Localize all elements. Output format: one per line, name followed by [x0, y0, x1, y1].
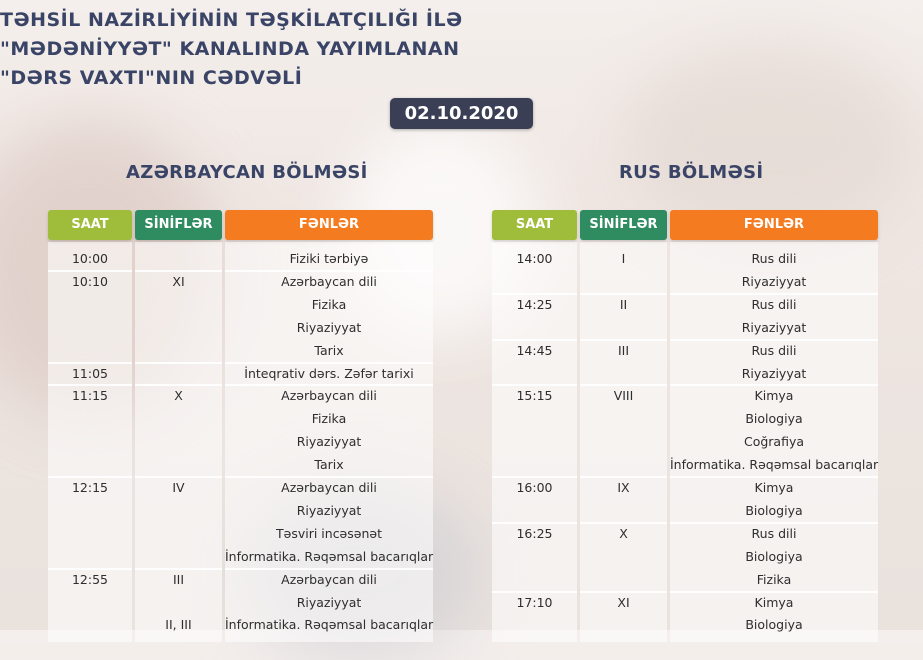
az-grade-cell [135, 363, 222, 385]
ru-subject-cell: Biologiya [745, 548, 803, 564]
ru-time-cell [492, 454, 577, 476]
ru-grade-cell [580, 500, 667, 522]
az-time-cell [48, 431, 132, 453]
az-time-cell: 11:15 [71, 388, 109, 404]
ru-grade-cell [580, 317, 667, 339]
date-badge: 02.10.2020 [390, 98, 533, 129]
ru-grade-cell [580, 569, 667, 591]
az-subject-cell: Tarix [314, 457, 344, 473]
ru-grade-cell [580, 614, 667, 636]
az-subject-cell: Azərbaycan dili [281, 273, 377, 289]
az-time-cell [48, 500, 132, 522]
az-subject-cell: Azərbaycan dili [281, 480, 377, 495]
az-grade-cell [135, 454, 222, 476]
ru-subject-cell: Riyaziyyat [741, 365, 807, 381]
ru-time-cell [492, 408, 577, 430]
az-subject-cell: Təsviri incəsənət [276, 525, 382, 541]
az-time-cell [48, 614, 132, 636]
ru-time-cell: 14:45 [516, 342, 553, 358]
title-line-1: TƏHSİL NAZİRLİYİNİN TƏŞKİLATÇILIĞI İLƏ [0, 9, 463, 31]
az-subject-cell: Riyaziyyat [296, 502, 362, 518]
ru-time-cell [492, 363, 577, 385]
az-grade-cell [135, 294, 222, 316]
az-section-title: AZƏRBAYCAN BÖLMƏSİ [126, 162, 368, 183]
ru-time-cell [492, 431, 577, 453]
ru-grade-cell: XI [617, 594, 630, 610]
ru-grade-cell [580, 546, 667, 568]
ru-subject-cell: Fizika [756, 571, 792, 587]
az-grade-cell: X [174, 388, 183, 404]
ru-time-cell [492, 500, 577, 522]
az-grade-cell [135, 317, 222, 339]
ru-time-cell [492, 546, 577, 568]
az-grade-cell [135, 592, 222, 614]
az-grade-cell [135, 523, 222, 545]
az-subject-cell: Riyaziyyat [296, 319, 362, 335]
ru-time-cell: 16:00 [516, 480, 553, 495]
az-time-cell [48, 454, 132, 476]
ru-section-title: RUS BÖLMƏSİ [619, 162, 764, 183]
ru-subject-cell: Rus dili [751, 342, 797, 358]
az-time-cell [48, 408, 132, 430]
ru-grade-cell [580, 271, 667, 293]
az-time-cell: 12:15 [71, 480, 109, 495]
az-time-cell [48, 294, 132, 316]
az-subject-cell: Riyaziyyat [296, 434, 362, 450]
ru-subject-cell: Kimya [754, 594, 794, 610]
ru-time-cell: 15:15 [516, 388, 553, 404]
az-subject-cell: Fizika [311, 411, 347, 427]
ru-grade-cell [580, 363, 667, 385]
ru-subject-cell: Rus dili [751, 251, 797, 266]
ru-subject-cell: Biologiya [745, 411, 803, 427]
ru-grade-cell: IX [617, 480, 630, 495]
az-time-cell [48, 340, 132, 362]
az-grade-cell [135, 340, 222, 362]
ru-subject-cell: Biologiya [745, 617, 803, 633]
ru-subject-cell: Rus dili [751, 296, 797, 312]
az-subject-cell: Tarix [314, 342, 344, 358]
ru-grade-cell: I [621, 251, 626, 266]
ru-subject-cell: Rus dili [751, 525, 797, 541]
ru-grade-cell [580, 431, 667, 453]
az-subject-cell: İnformatika. Rəqəmsal bacarıqlar [225, 617, 434, 633]
az-subject-cell: Azərbaycan dili [281, 571, 377, 587]
az-time-cell: 12:55 [71, 571, 109, 587]
ru-grade-cell [580, 454, 667, 476]
ru-time-cell: 16:25 [516, 525, 553, 541]
ru-subject-cell: Coğrafiya [743, 434, 805, 450]
ru-grade-cell: II [619, 296, 628, 312]
page-title [0, 6, 923, 93]
az-subject-cell: İnformatika. Rəqəmsal bacarıqlar [225, 548, 434, 564]
ru-subject-cell: Kimya [754, 388, 794, 404]
az-time-cell: 10:00 [71, 251, 109, 266]
ru-grade-cell: III [617, 342, 630, 358]
az-subject-cell: Azərbaycan dili [281, 388, 377, 404]
ru-subject-cell: Kimya [754, 480, 794, 495]
az-subject-cell: Fiziki tərbiyə [289, 251, 369, 266]
az-subject-cell: Fizika [311, 296, 347, 312]
ru-header-subjects: FƏNLƏR [670, 210, 878, 240]
ru-subject-cell: Biologiya [745, 502, 803, 518]
ru-subject-cell: Riyaziyyat [741, 273, 807, 289]
az-grade-cell: IV [172, 480, 185, 495]
az-grade-cell [135, 248, 222, 270]
ru-time-cell [492, 271, 577, 293]
ru-time-cell [492, 614, 577, 636]
az-time-cell [48, 317, 132, 339]
az-grade-cell [135, 500, 222, 522]
az-subject-cell: Riyaziyyat [296, 594, 362, 610]
az-grade-cell [135, 408, 222, 430]
az-time-cell: 10:10 [71, 273, 109, 289]
ru-grade-cell: VIII [613, 388, 634, 404]
ru-header-grades: SİNİFLƏR [580, 210, 667, 240]
ru-time-cell [492, 569, 577, 591]
ru-time-cell: 14:00 [516, 251, 553, 266]
az-subject-cell: İnteqrativ dərs. Zəfər tarixi [244, 365, 414, 381]
az-grade-cell: XI [172, 273, 185, 289]
ru-grade-cell: X [619, 525, 628, 541]
az-grade-cell [135, 431, 222, 453]
ru-subject-cell: Riyaziyyat [741, 319, 807, 335]
az-grade-cell: III [172, 571, 185, 587]
ru-subject-cell: İnformatika. Rəqəmsal bacarıqlar [670, 457, 879, 473]
ru-time-cell: 14:25 [516, 296, 553, 312]
az-grade-cell [135, 546, 222, 568]
az-grade-cell: II, III [165, 617, 192, 633]
az-time-cell [48, 592, 132, 614]
title-line-2: "MƏDƏNİYYƏT" KANALINDA YAYIMLANAN [0, 38, 460, 60]
ru-grade-cell [580, 408, 667, 430]
az-time-cell [48, 523, 132, 545]
ru-time-cell [492, 317, 577, 339]
title-line-3: "DƏRS VAXTI"NIN CƏDVƏLİ [0, 67, 303, 89]
az-header-grades: SİNİFLƏR [135, 210, 222, 240]
az-time-cell: 11:05 [71, 365, 109, 381]
ru-header-time: SAAT [492, 210, 577, 240]
az-header-time: SAAT [48, 210, 132, 240]
az-header-subjects: FƏNLƏR [225, 210, 433, 240]
ru-time-cell: 17:10 [516, 594, 553, 610]
az-time-cell [48, 546, 132, 568]
